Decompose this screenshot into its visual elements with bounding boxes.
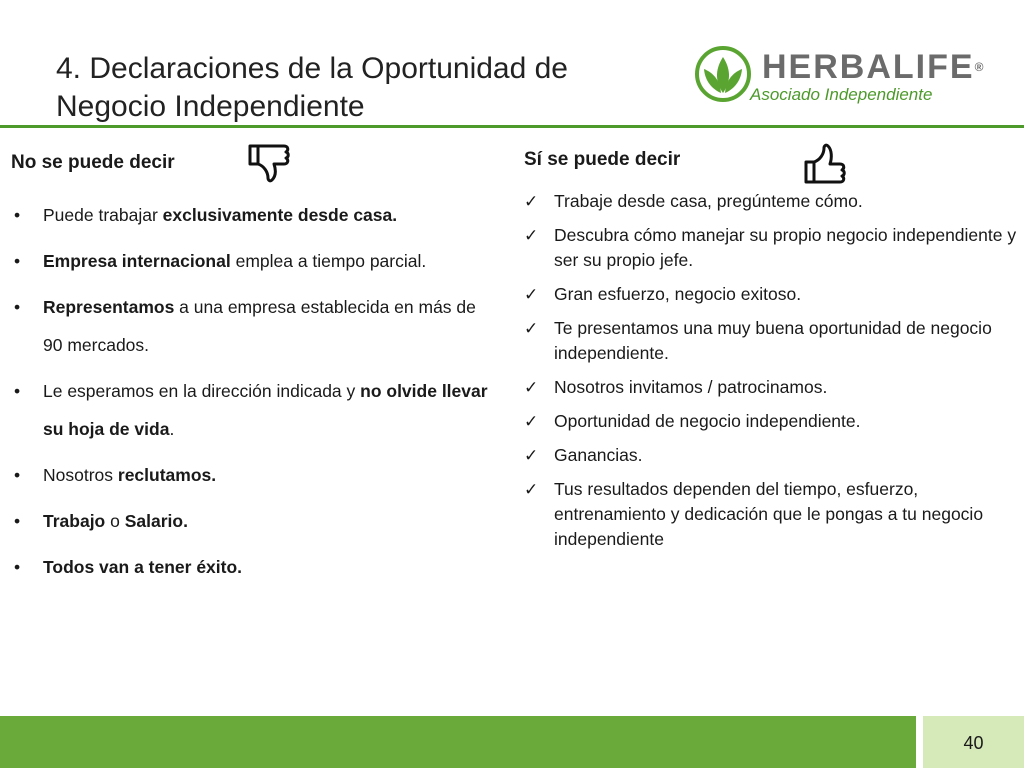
can-say-item <box>524 316 1019 366</box>
cannot-say-item <box>12 456 492 494</box>
cannot-say-item <box>12 288 492 364</box>
slide-title-line-1: 4. Declaraciones de la Oportunidad de <box>56 52 568 85</box>
can-say-item <box>524 223 1019 273</box>
item-text: Gran esfuerzo, negocio exitoso. <box>554 284 802 304</box>
left-column-heading: No se puede decir <box>11 152 175 173</box>
right-column-heading: Sí se puede decir <box>524 149 681 170</box>
can-say-item <box>524 443 1019 468</box>
can-say-item <box>524 375 1019 400</box>
item-text: o <box>105 511 125 531</box>
cannot-say-item <box>12 502 492 540</box>
herbalife-logo <box>694 45 984 107</box>
item-text: a una empresa establecida en más de 90 mercados. <box>43 297 476 355</box>
checkmark-icon: ✓ <box>524 378 539 397</box>
item-text-bold: no olvide llevar su hoja de vida <box>43 381 488 439</box>
bullet-icon: • <box>14 465 21 485</box>
thumbs-down-icon <box>244 140 292 188</box>
logo-brand: HERBALIFE <box>762 48 975 86</box>
cannot-say-list <box>12 196 492 594</box>
item-text: Le esperamos en la dirección indicada y <box>43 381 361 401</box>
item-text: Nosotros invitamos / patrocinamos. <box>554 377 828 397</box>
cannot-say-item <box>12 196 492 234</box>
item-text: Nosotros <box>43 465 118 485</box>
item-text: Te presentamos una muy buena oportunidad de negocio independiente. <box>554 318 992 363</box>
checkmark-icon: ✓ <box>524 319 539 338</box>
footer-bar <box>0 716 916 768</box>
bullet-icon: • <box>14 557 21 577</box>
can-say-item <box>524 409 1019 434</box>
logo-registered-mark: ® <box>974 60 984 74</box>
can-say-item <box>524 477 1019 552</box>
slide-title <box>56 50 676 126</box>
slide-title-line-2: Negocio Independiente <box>56 90 365 123</box>
item-text-bold: Todos van a tener éxito. <box>43 557 243 577</box>
header-divider <box>0 125 1024 128</box>
item-text-bold: Salario. <box>124 511 188 531</box>
item-text-bold: Representamos <box>43 297 175 317</box>
checkmark-icon: ✓ <box>524 412 539 431</box>
cannot-say-item <box>12 372 492 448</box>
item-text: Tus resultados dependen del tiempo, esfuerzo, entrenamiento y dedicación que le pongas a tu negocio independiente <box>554 479 984 549</box>
bullet-icon: • <box>14 381 21 401</box>
item-text-bold: Empresa internacional <box>43 251 231 271</box>
item-text: Puede trabajar <box>43 205 163 225</box>
item-text-bold: Trabajo <box>43 511 106 531</box>
item-text: Descubra cómo manejar su propio negocio independiente y ser su propio jefe. <box>554 225 1017 270</box>
bullet-icon: • <box>14 251 21 271</box>
item-text: Trabaje desde casa, pregúnteme cómo. <box>554 191 863 211</box>
logo-tagline: Asociado Independiente <box>750 85 933 104</box>
checkmark-icon: ✓ <box>524 285 539 304</box>
checkmark-icon: ✓ <box>524 446 539 465</box>
item-text: emplea a tiempo parcial. <box>230 251 427 271</box>
checkmark-icon: ✓ <box>524 192 539 211</box>
cannot-say-item <box>12 548 492 586</box>
can-say-item <box>524 282 1019 307</box>
checkmark-icon: ✓ <box>524 480 539 499</box>
bullet-icon: • <box>14 205 21 225</box>
page-number: 40 <box>963 733 984 753</box>
thumbs-up-icon <box>800 136 850 186</box>
logo-wordmark <box>762 49 983 85</box>
item-text: . <box>169 419 175 439</box>
item-text-bold: reclutamos. <box>117 465 217 485</box>
item-text-bold: exclusivamente desde casa. <box>162 205 398 225</box>
item-text: Ganancias. <box>554 445 643 465</box>
herbalife-leaf-logo-icon <box>694 45 752 103</box>
checkmark-icon: ✓ <box>524 226 539 245</box>
bullet-icon: • <box>14 297 21 317</box>
cannot-say-item <box>12 242 492 280</box>
can-say-list <box>524 189 1019 561</box>
can-say-item <box>524 189 1019 214</box>
page-number-box <box>923 716 1024 768</box>
item-text: Oportunidad de negocio independiente. <box>554 411 861 431</box>
bullet-icon: • <box>14 511 21 531</box>
